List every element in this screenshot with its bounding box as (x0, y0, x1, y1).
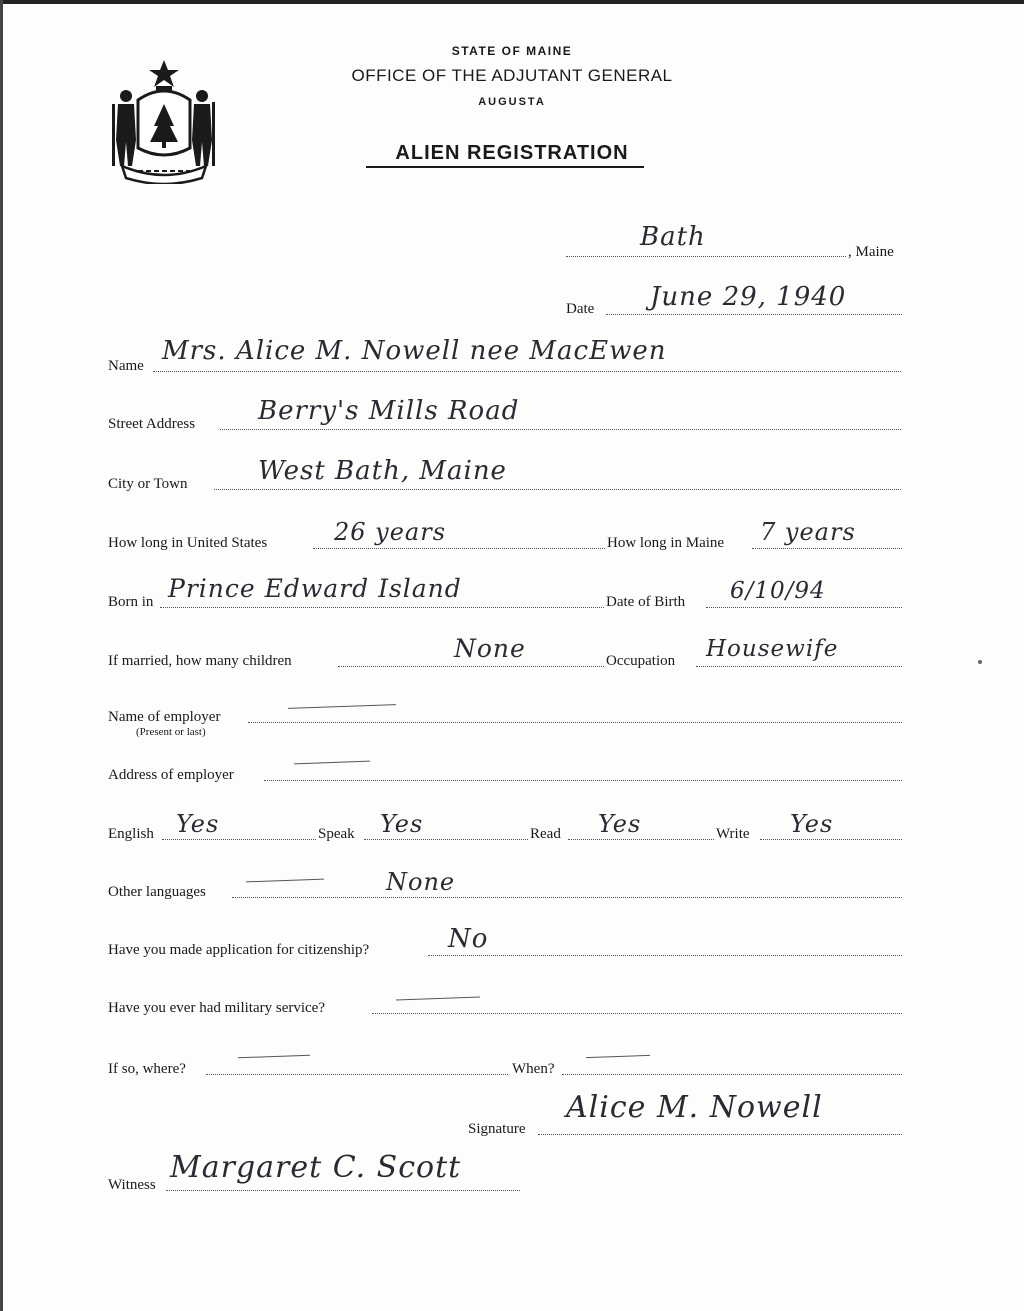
employer-address-blank-dash (294, 761, 370, 765)
dob-label: Date of Birth (606, 594, 686, 610)
us-time-field-line (313, 548, 605, 549)
us-time-value: 26 years (334, 518, 447, 546)
dob-field-line (706, 607, 902, 608)
read-field-line (568, 839, 714, 840)
military-label: Have you ever had military service? (108, 1000, 325, 1016)
name-field-line (153, 371, 901, 372)
where-field-line (206, 1074, 508, 1075)
write-value: Yes (790, 810, 834, 838)
office-heading: OFFICE OF THE ADJUTANT GENERAL (351, 66, 673, 85)
signature-value: Alice M. Nowell (566, 1090, 823, 1125)
employer-label: Name of employer (108, 709, 221, 725)
place-value: Bath (640, 222, 706, 252)
dob-value: 6/10/94 (730, 578, 826, 604)
city-label: City or Town (108, 476, 188, 492)
street-value: Berry's Mills Road (258, 396, 520, 426)
city-field-line (214, 489, 901, 490)
write-label: Write (716, 826, 750, 842)
read-label: Read (530, 826, 561, 842)
english-label: English (108, 826, 154, 842)
date-value: June 29, 1940 (650, 282, 847, 312)
maine-time-value: 7 years (760, 518, 856, 546)
form-title: ALIEN REGISTRATION (395, 142, 629, 164)
born-field-line (160, 607, 604, 608)
date-field-line (606, 314, 902, 315)
witness-value: Margaret C. Scott (170, 1150, 462, 1185)
employer-field-line (248, 722, 902, 723)
state-heading: STATE OF MAINE (451, 44, 573, 58)
other-languages-value: None (386, 868, 456, 896)
employer-sublabel: (Present or last) (136, 726, 206, 738)
title-underline (366, 166, 644, 168)
english-field-line (162, 839, 316, 840)
date-label: Date (566, 301, 595, 317)
children-label: If married, how many children (108, 653, 292, 669)
witness-label: Witness (108, 1177, 156, 1193)
name-label: Name (108, 358, 144, 374)
born-label: Born in (108, 594, 154, 610)
when-label: When? (512, 1061, 555, 1077)
military-field-line (372, 1013, 902, 1014)
speak-field-line (364, 839, 528, 840)
maine-time-field-line (752, 548, 902, 549)
scan-border-top (0, 0, 1024, 4)
city-value: West Bath, Maine (258, 456, 507, 486)
english-value: Yes (176, 810, 220, 838)
other-languages-field-line (232, 897, 902, 898)
speak-label: Speak (318, 826, 355, 842)
employer-blank-dash (288, 704, 396, 709)
scan-border-left (0, 0, 3, 1311)
place-field-line (566, 256, 846, 257)
maine-time-label: How long in Maine (607, 535, 725, 551)
when-field-line (562, 1074, 902, 1075)
place-suffix: , Maine (848, 244, 894, 260)
citizenship-field-line (428, 955, 902, 956)
street-field-line (220, 429, 901, 430)
name-value: Mrs. Alice M. Nowell nee MacEwen (162, 336, 667, 366)
citizenship-value: No (448, 924, 489, 954)
born-value: Prince Edward Island (168, 574, 462, 603)
signature-field-line (538, 1134, 902, 1135)
street-label: Street Address (108, 416, 196, 432)
where-blank-dash (238, 1055, 310, 1059)
write-field-line (760, 839, 902, 840)
where-label: If so, where? (108, 1061, 186, 1077)
employer-address-field-line (264, 780, 902, 781)
city-heading: AUGUSTA (478, 96, 546, 108)
when-blank-dash (586, 1055, 650, 1058)
occupation-value: Housewife (706, 636, 839, 662)
military-blank-dash (396, 997, 480, 1001)
occupation-field-line (696, 666, 902, 667)
speak-value: Yes (380, 810, 424, 838)
employer-address-label: Address of employer (108, 767, 234, 783)
children-value: None (454, 634, 526, 663)
signature-label: Signature (468, 1121, 526, 1137)
other-languages-label: Other languages (108, 884, 206, 900)
witness-field-line (166, 1190, 520, 1191)
occupation-label: Occupation (606, 653, 676, 669)
stray-mark (978, 660, 982, 664)
other-languages-dash (246, 879, 324, 883)
children-field-line (338, 666, 604, 667)
citizenship-label: Have you made application for citizenship? (108, 942, 370, 958)
read-value: Yes (598, 810, 642, 838)
us-time-label: How long in United States (108, 535, 268, 551)
